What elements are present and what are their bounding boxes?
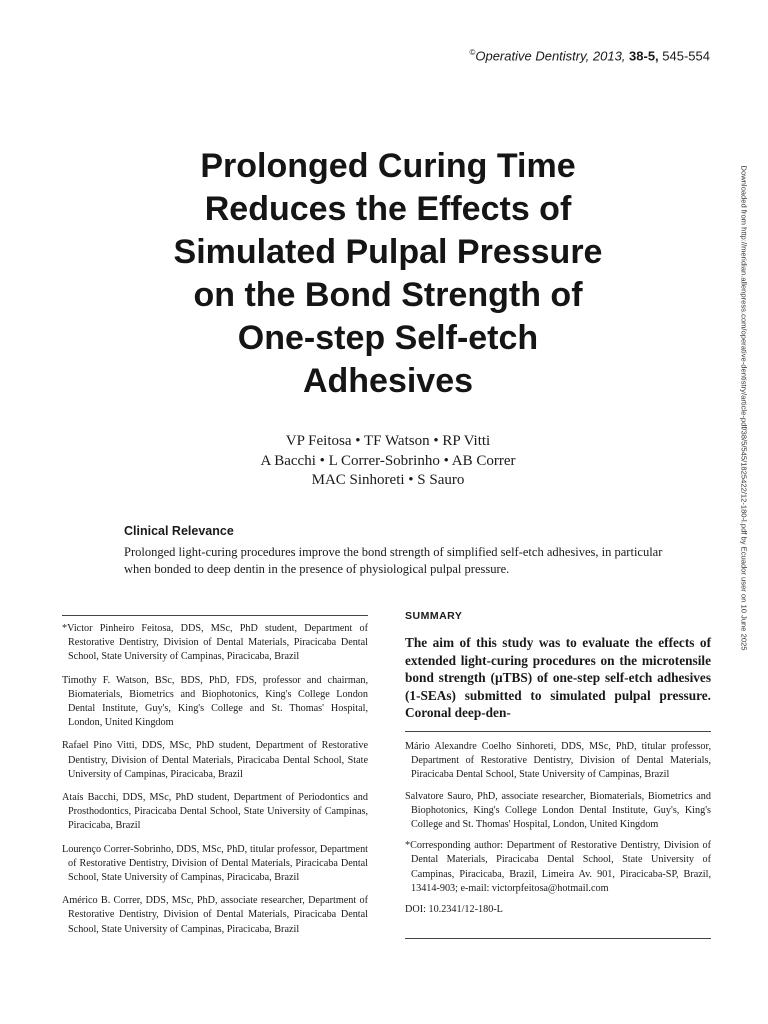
affiliations-left [62,622,368,946]
title-line: Adhesives [302,362,474,400]
affiliation-sinhoreti: Mário Alexandre Coelho Sinhoreti, DDS, MSc, PhD, titular professor, Department of Restorative Dentistry, Division of Dental Materials, Piracicaba Dental School, State University of Campinas, Brazil [405,741,711,781]
author-list [108,432,668,491]
title-line: Simulated Pulpal Pressure [173,233,603,271]
affiliation-correr-sobrinho: Lourenço Correr-Sobrinho, DDS, MSc, PhD, titular professor, Department of Restorative Dentistry, Division of Dental Materials, Piracicaba Dental School, State University of Campinas, Piracicaba, Brazil [62,843,368,884]
download-watermark: Downloaded from http://meridian.allenpress.com/operative-dentistry/article-pdf/38/5/545/1825422/12-180-l.pdf by Ecuador user on 10 June 2025 [739,165,749,651]
journal-name: Operative Dentistry, 2013, [475,48,630,64]
summary-heading: SUMMARY [405,610,463,622]
left-column-rule [62,615,368,616]
right-column-rule [405,731,711,732]
right-column-bottom-rule [405,938,711,939]
title-line: One-step Self-etch [237,319,539,357]
author-line: A Bacchi • L Correr-Sobrinho • AB Correr [260,452,516,469]
article-title [108,145,668,403]
affiliation-sauro: Salvatore Sauro, PhD, associate researcher, Biomaterials, Biometrics and Biophotonics, King's College London Dental Institute, Guy's, King's College and St. Thomas' Hospital, London, United Kingdom [405,790,711,831]
affiliation-vitti: Rafael Pino Vitti, DDS, MSc, PhD student, Department of Restorative Dentistry, Division of Dental Materials, Piracicaba Dental School, State University of Campinas, Piracicaba, Brazil [62,740,368,780]
author-line: VP Feitosa • TF Watson • RP Vitti [285,433,491,449]
journal-volume: 38-5, [629,48,659,64]
corresponding-author: *Corresponding author: Department of Restorative Dentistry, Division of Dental Materials, Piracicaba Dental School, State University of Campinas, Piracicaba, Brazil, Limeira Av. 901, Piracicaba-SP, Brazil, 13414-903; e-mail: victorpfeitosa@hotmail.com [405,840,711,894]
affiliation-bacchi: Ataís Bacchi, DDS, MSc, PhD student, Department of Periodontics and Prosthodontics, Piracicaba Dental School, State University of Campinas, Piracicaba, Brazil [62,792,368,832]
affiliations-right [405,740,711,924]
copyright-symbol: © [469,48,476,57]
title-line: Reduces the Effects of [204,190,572,228]
author-line: MAC Sinhoreti • S Sauro [311,472,465,488]
clinical-relevance-heading: Clinical Relevance [124,524,234,538]
clinical-relevance-text: Prolonged light-curing procedures improve the bond strength of simplified self-etch adhesives, in particular when bonded to deep dentin in the presence of physiological pulpal pressure. [124,545,663,576]
summary-text: The aim of this study was to evaluate the effects of extended light-curing procedures on the microtensile bond strength (µTBS) of one-step self-etch adhesives (1-SEAs) submitted to simulated pulpal pressure. Coronal deep-den- [405,635,711,721]
affiliation-watson: Timothy F. Watson, BSc, BDS, PhD, FDS, professor and chairman, Biomaterials, Biometrics and Biophotonics, King's College London Dental Institute, Guy's, King's College and St. Thomas' Hospital, London, United Kingdom [62,674,368,729]
journal-pages: 545-554 [658,48,710,64]
title-line: Prolonged Curing Time [200,147,576,185]
affiliation-feitosa: *Victor Pinheiro Feitosa, DDS, MSc, PhD student, Department of Restorative Dentistry, Division of Dental Materials, Piracicaba Dental School, State University of Campinas, Piracicaba, Brazil [62,623,368,663]
affiliation-correr: Américo B. Correr, DDS, MSc, PhD, associate researcher, Department of Restorative Dentistry, Division of Dental Materials, Piracicaba Dental School, State University of Campinas, Piracicaba, Brazil [62,895,368,935]
journal-citation [469,48,710,63]
title-line: on the Bond Strength of [193,276,583,314]
doi: DOI: 10.2341/12-180-L [405,904,503,916]
